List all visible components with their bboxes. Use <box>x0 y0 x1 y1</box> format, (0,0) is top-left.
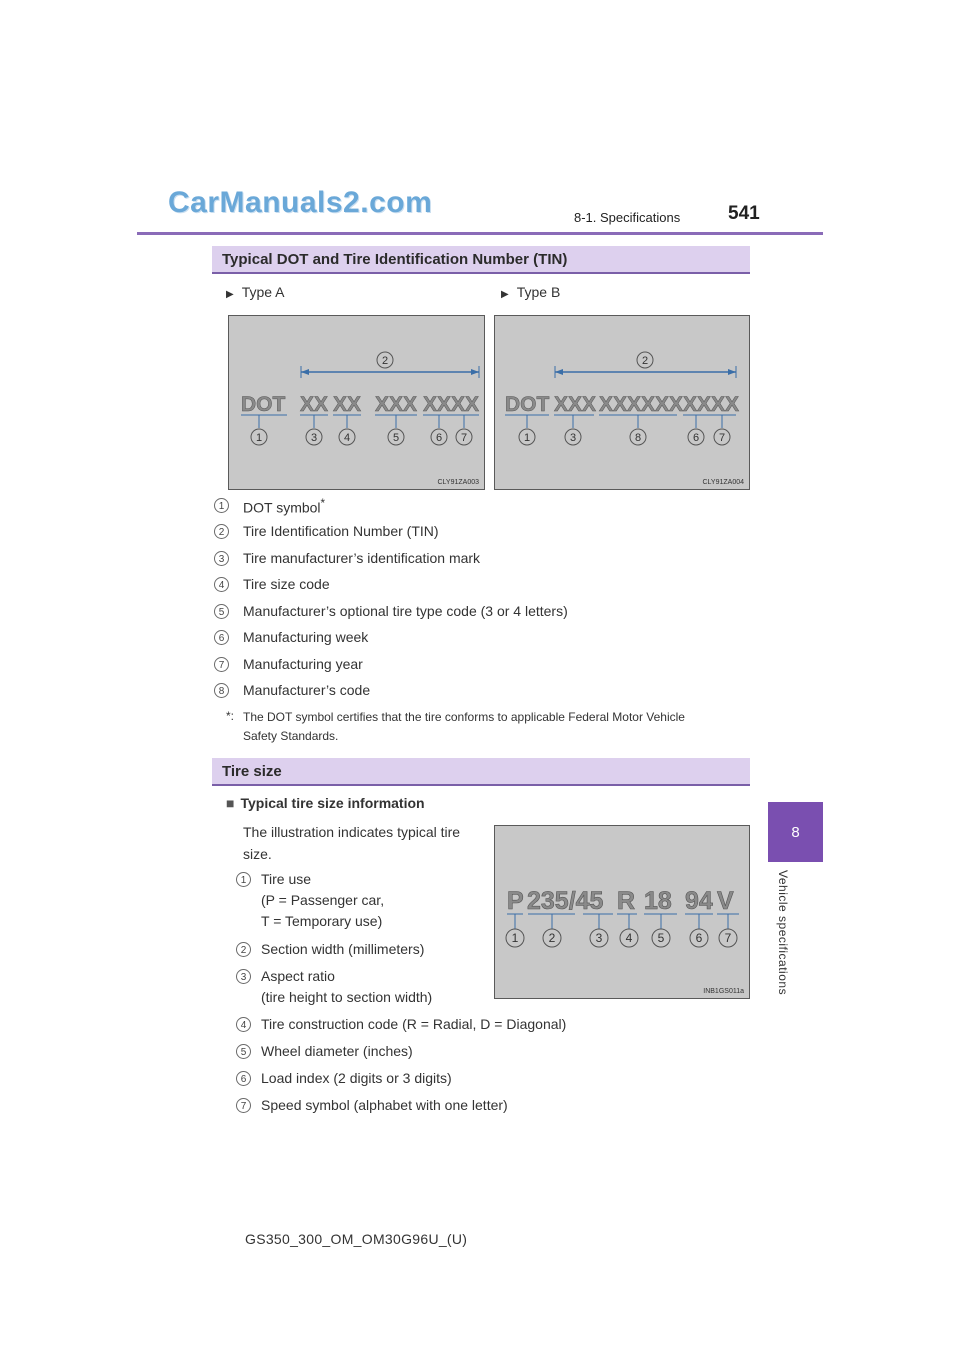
footnote-asterisk: * <box>320 497 326 510</box>
list-number-badge: 4 <box>214 577 229 592</box>
tire-diagram-number: 1 <box>511 931 519 945</box>
list-item: Manufacturing year <box>243 656 363 672</box>
list-number-badge: 2 <box>214 524 229 539</box>
site-logo: CarManuals2.com <box>168 186 433 219</box>
list-item-line: T = Temporary use) <box>261 913 383 929</box>
type-a-bottom-number: 6 <box>435 432 443 444</box>
list-number-badge: 5 <box>214 604 229 619</box>
document-code: GS350_300_OM_OM30G96U_(U) <box>245 1231 468 1247</box>
tire-code-part: 235/45 <box>527 887 604 915</box>
list-item: Tire size code <box>243 576 330 592</box>
tire-diagram-number: 4 <box>625 931 633 945</box>
list-item-line: Tire construction code (R = Radial, D = Diagonal) <box>261 1016 567 1032</box>
list-number-badge: 3 <box>214 551 229 566</box>
list-number-badge: 8 <box>214 683 229 698</box>
list-number-badge: 1 <box>236 872 251 887</box>
tire-diagram-number: 6 <box>695 931 703 945</box>
list-item-line: Tire use <box>261 871 312 887</box>
type-b-diagram <box>494 315 750 490</box>
type-a-code: DOT <box>241 393 286 416</box>
subheading-text: Typical tire size information <box>240 795 425 811</box>
footnote-line: Safety Standards. <box>243 729 339 743</box>
list-item: Manufacturing week <box>243 629 369 645</box>
type-a-label <box>226 284 285 300</box>
list-item <box>261 1068 452 1089</box>
list-item <box>261 966 432 1008</box>
triangle-right-icon: ▶ <box>501 289 509 300</box>
list-item-text: DOT symbol <box>243 499 321 516</box>
type-a-bottom-number: 7 <box>460 432 468 444</box>
tire-size-intro <box>243 821 483 865</box>
section-label: 8-1. Specifications <box>574 210 681 225</box>
type-a-bottom-number: 5 <box>392 432 400 444</box>
type-b-bottom-number: 3 <box>569 432 577 444</box>
list-number-badge: 1 <box>214 498 229 513</box>
type-b-label <box>501 284 560 300</box>
list-item-line: Section width (millimeters) <box>261 941 425 957</box>
tire-code-part: 18 <box>644 887 672 915</box>
type-b-code: XXXX <box>683 393 740 416</box>
type-a-diagram <box>228 315 485 490</box>
list-item: Manufacturer’s code <box>243 682 371 698</box>
type-b-top-number: 2 <box>641 355 649 367</box>
tire-size-section-heading: Tire size <box>212 758 750 786</box>
intro-line: size. <box>243 846 272 862</box>
list-item <box>261 1014 566 1035</box>
list-item: Tire manufacturer’s identification mark <box>243 550 481 566</box>
list-item-line: (P = Passenger car, <box>261 892 385 908</box>
header-rule <box>137 232 823 235</box>
list-item-line: Aspect ratio <box>261 968 335 984</box>
list-number-badge: 7 <box>236 1098 251 1113</box>
list-number-badge: 5 <box>236 1044 251 1059</box>
type-a-code: XXX <box>375 393 418 416</box>
type-a-top-number: 2 <box>381 355 389 367</box>
list-number-badge: 6 <box>236 1071 251 1086</box>
footnote <box>243 708 753 746</box>
type-a-code: XX <box>333 393 362 416</box>
triangle-right-icon: ▶ <box>226 289 234 300</box>
list-item-line: Load index (2 digits or 3 digits) <box>261 1070 452 1086</box>
tire-diagram-number: 2 <box>548 931 556 945</box>
list-item <box>261 1095 508 1116</box>
footnote-mark: *: <box>226 709 235 723</box>
chapter-tab[interactable]: 8 <box>768 802 823 862</box>
type-a-bottom-number: 3 <box>310 432 318 444</box>
tire-code-part: R <box>617 887 636 915</box>
tire-code-part: 94 <box>685 887 713 915</box>
type-b-bottom-number: 8 <box>634 432 642 444</box>
intro-line: The illustration indicates typical tire <box>243 824 461 840</box>
page-number: 541 <box>728 203 760 224</box>
tire-diagram-number: 3 <box>595 931 603 945</box>
type-a-label-text: Type A <box>241 284 285 300</box>
list-number-badge: 3 <box>236 969 251 984</box>
type-a-code: XX <box>300 393 329 416</box>
list-item-line: Wheel diameter (inches) <box>261 1043 413 1059</box>
list-item <box>261 1041 413 1062</box>
list-number-badge: 2 <box>236 942 251 957</box>
list-item-line: (tire height to section width) <box>261 989 433 1005</box>
square-bullet-icon: ■ <box>226 795 235 811</box>
list-number-badge: 4 <box>236 1017 251 1032</box>
dot-section-heading: Typical DOT and Tire Identification Number (TIN) <box>212 246 750 274</box>
list-item <box>261 939 424 960</box>
list-item: Manufacturer’s optional tire type code (3 or 4 letters) <box>243 603 568 619</box>
list-item <box>261 869 384 932</box>
type-b-bottom-number: 1 <box>523 432 531 444</box>
chapter-tab-label: Vehicle specifications <box>776 870 790 996</box>
type-a-image-code: CLY91ZA003 <box>437 479 479 486</box>
tire-code-part: V <box>717 887 734 915</box>
list-number-badge: 6 <box>214 630 229 645</box>
tire-diagram-number: 7 <box>724 931 732 945</box>
type-b-code: XXX <box>554 393 597 416</box>
type-b-bottom-number: 6 <box>692 432 700 444</box>
type-b-image-code: CLY91ZA004 <box>702 479 744 486</box>
list-number-badge: 7 <box>214 657 229 672</box>
tire-size-subheading <box>226 795 425 811</box>
list-item <box>243 497 325 516</box>
tire-diagram-number: 5 <box>657 931 665 945</box>
list-item-line: Speed symbol (alphabet with one letter) <box>261 1097 508 1113</box>
type-b-label-text: Type B <box>516 284 561 300</box>
type-b-bottom-number: 7 <box>718 432 726 444</box>
footnote-line: The DOT symbol certifies that the tire conforms to applicable Federal Motor Vehicle <box>243 710 685 724</box>
type-b-code: XXXXXX <box>599 393 684 416</box>
list-item: Tire Identification Number (TIN) <box>243 523 439 539</box>
type-a-bottom-number: 4 <box>343 432 351 444</box>
tire-diagram-image-code: INB1GS011a <box>703 988 744 995</box>
type-a-code: XXXX <box>423 393 480 416</box>
tire-code-part: P <box>507 887 524 915</box>
tire-size-diagram <box>494 825 750 999</box>
type-a-bottom-number: 1 <box>255 432 263 444</box>
type-b-code: DOT <box>505 393 550 416</box>
